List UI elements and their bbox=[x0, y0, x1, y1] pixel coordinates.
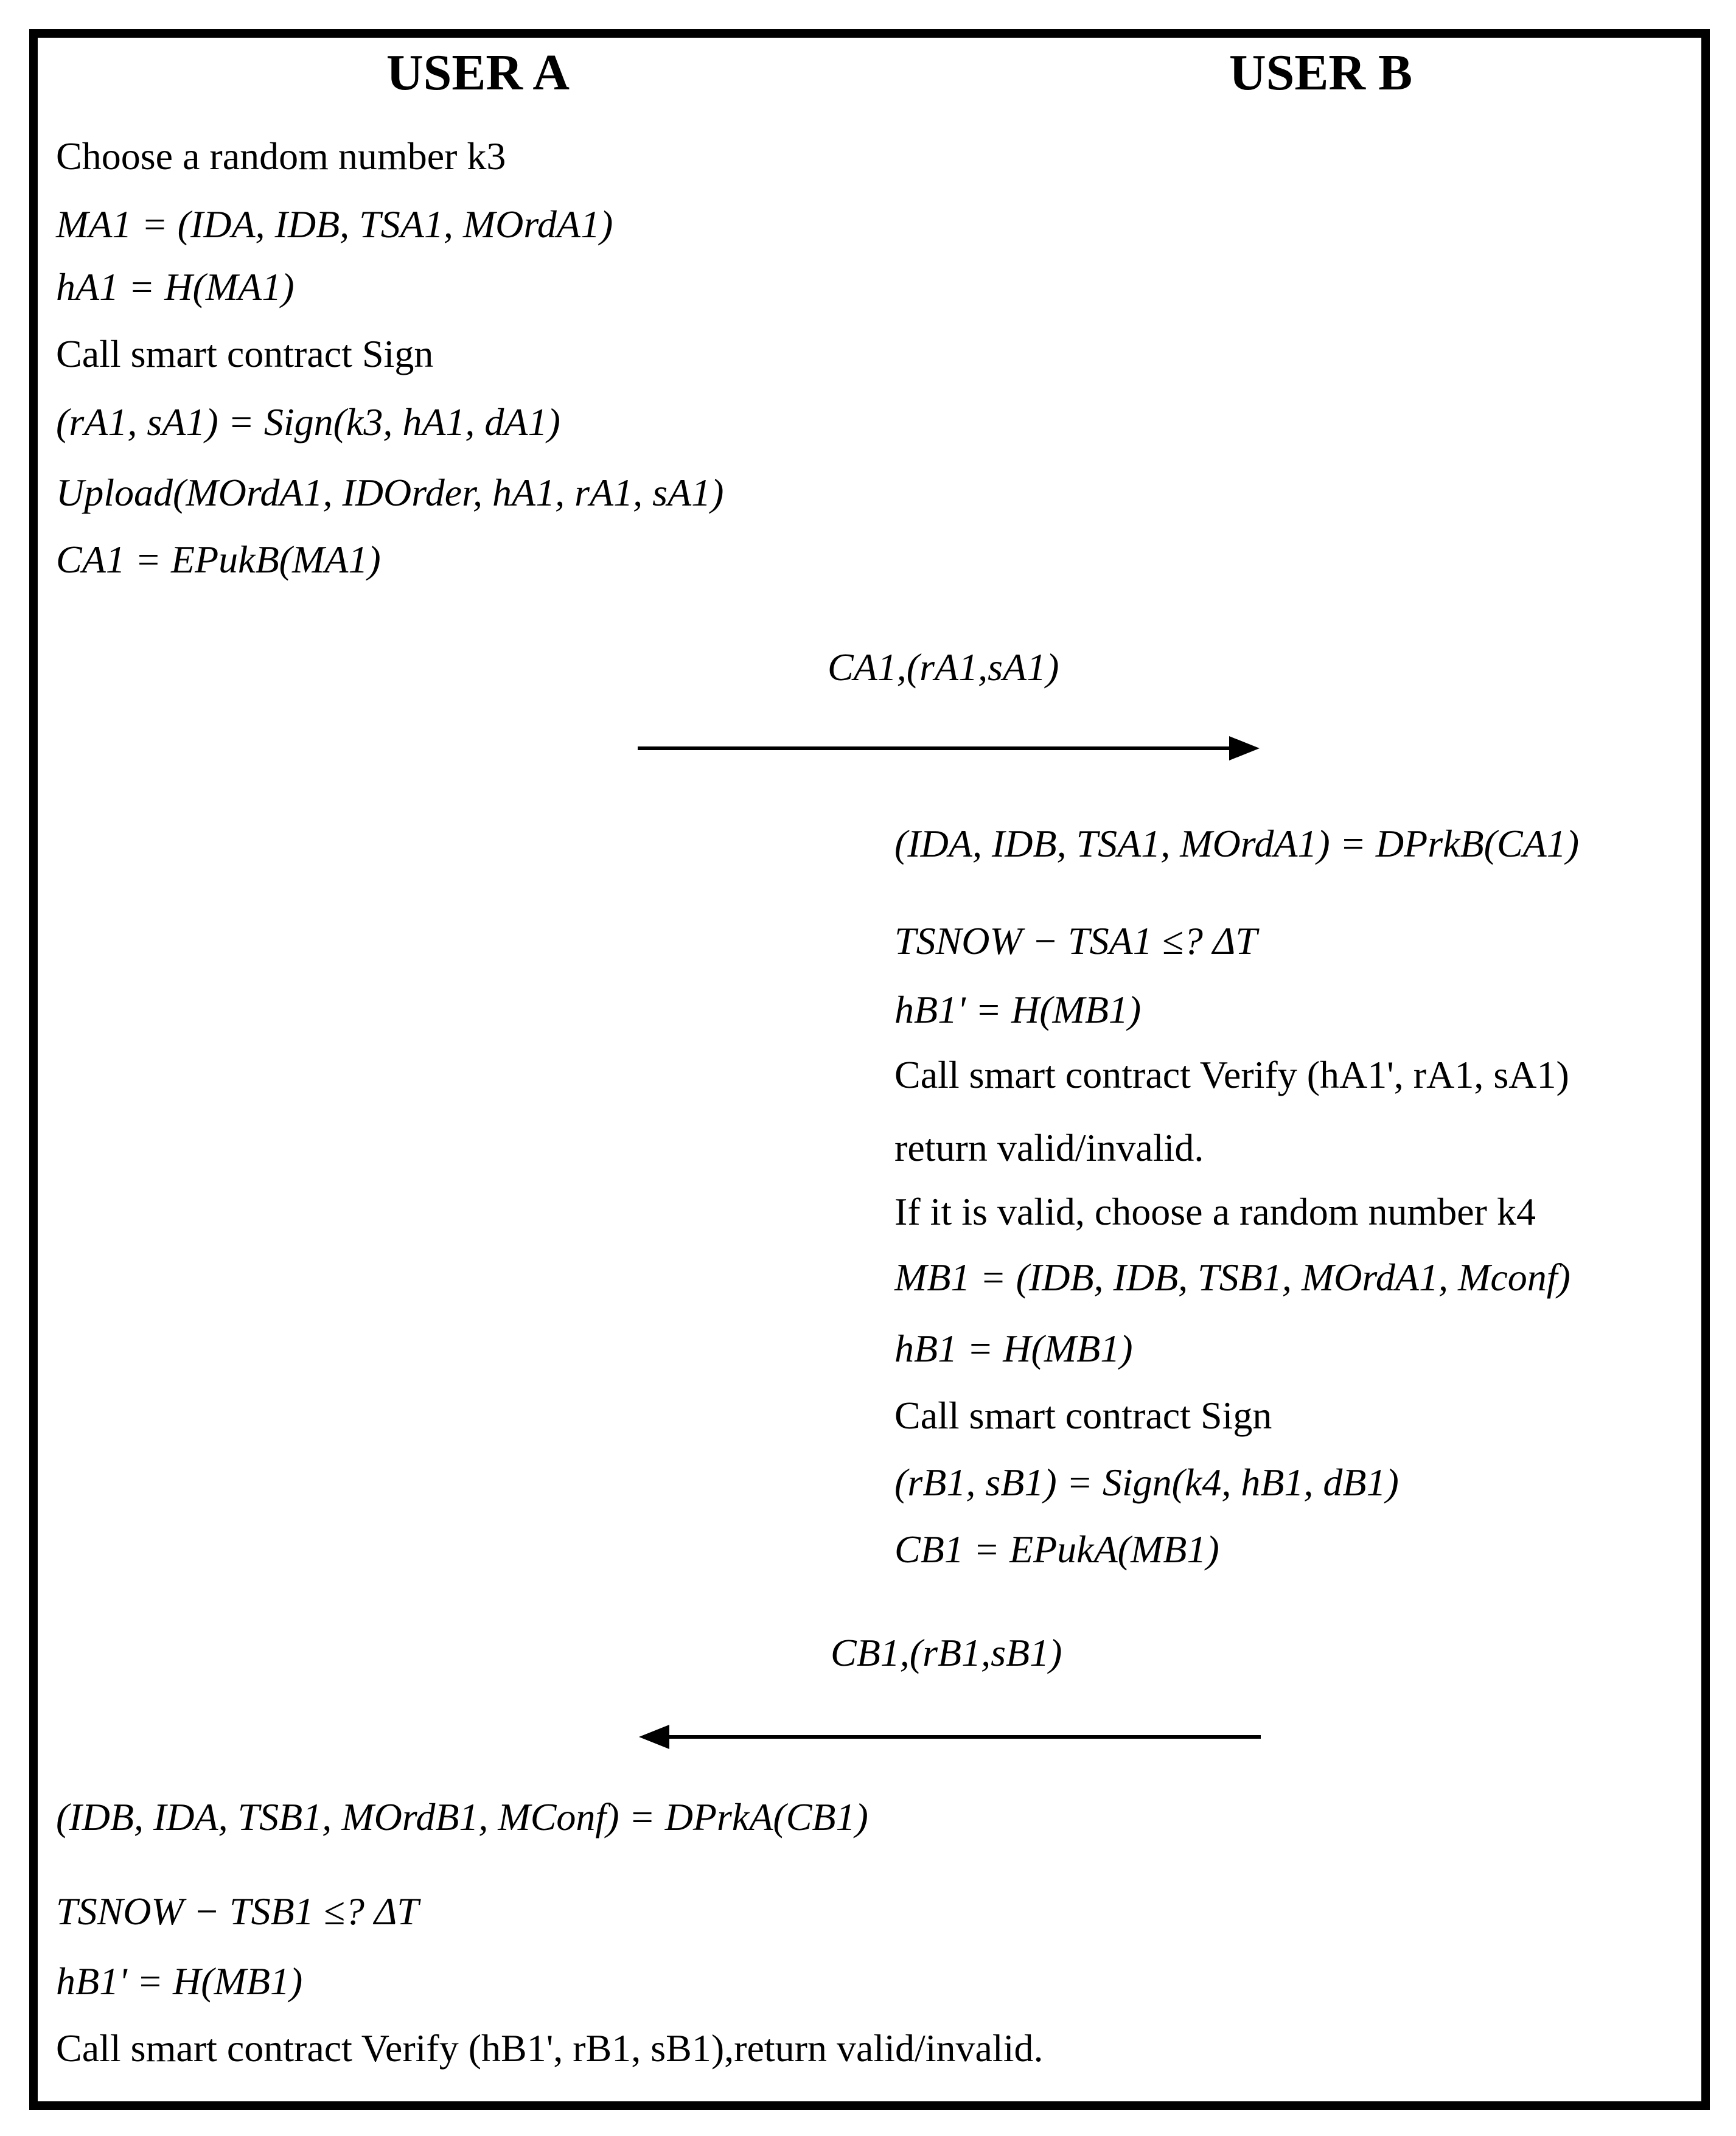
user-a-step-3: hA1 = H(MA1) bbox=[56, 265, 295, 308]
arrow-a-to-b bbox=[633, 730, 1266, 767]
user-a-final-step-4: Call smart contract Verify (hB1', rB1, sB1),return valid/invalid. bbox=[56, 2026, 1044, 2070]
user-b-step-9: Call smart contract Sign bbox=[894, 1394, 1272, 1437]
user-b-step-2: TSNOW − TSA1 ≤? ΔT bbox=[894, 919, 1257, 962]
user-b-step-10: (rB1, sB1) = Sign(k4, hB1, dB1) bbox=[894, 1461, 1399, 1504]
user-a-step-1: Choose a random number k3 bbox=[56, 134, 506, 178]
message-b-to-a: CB1,(rB1,sB1) bbox=[831, 1631, 1062, 1674]
user-a-final-step-1: (IDB, IDA, TSB1, MOrdB1, MConf) = DPrkA(CB1) bbox=[56, 1795, 868, 1839]
user-b-step-3: hB1' = H(MB1) bbox=[894, 988, 1142, 1031]
user-b-step-5: return valid/invalid. bbox=[894, 1126, 1204, 1169]
user-b-step-4: Call smart contract Verify (hA1', rA1, sA1) bbox=[894, 1053, 1569, 1096]
message-a-to-b: CA1,(rA1,sA1) bbox=[828, 645, 1059, 689]
arrow-b-to-a bbox=[633, 1719, 1266, 1755]
user-a-step-5: (rA1, sA1) = Sign(k3, hA1, dA1) bbox=[56, 400, 560, 444]
user-b-step-11: CB1 = EPukA(MB1) bbox=[894, 1528, 1219, 1571]
user-b-step-8: hB1 = H(MB1) bbox=[894, 1327, 1133, 1370]
user-a-step-6: Upload(MOrdA1, IDOrder, hA1, rA1, sA1) bbox=[56, 471, 724, 514]
user-a-step-2: MA1 = (IDA, IDB, TSA1, MOrdA1) bbox=[56, 203, 613, 246]
user-a-step-4: Call smart contract Sign bbox=[56, 332, 434, 375]
user-a-header: USER A bbox=[386, 44, 570, 101]
user-a-step-7: CA1 = EPukB(MA1) bbox=[56, 538, 381, 581]
user-b-step-6: If it is valid, choose a random number k4 bbox=[894, 1190, 1536, 1233]
user-a-final-step-2: TSNOW − TSB1 ≤? ΔT bbox=[56, 1890, 419, 1933]
user-b-step-7: MB1 = (IDB, IDB, TSB1, MOrdA1, Mconf) bbox=[894, 1256, 1570, 1299]
user-a-final-step-3: hB1' = H(MB1) bbox=[56, 1960, 303, 2003]
user-b-header: USER B bbox=[1229, 44, 1413, 101]
user-b-step-1: (IDA, IDB, TSA1, MOrdA1) = DPrkB(CA1) bbox=[894, 822, 1580, 865]
